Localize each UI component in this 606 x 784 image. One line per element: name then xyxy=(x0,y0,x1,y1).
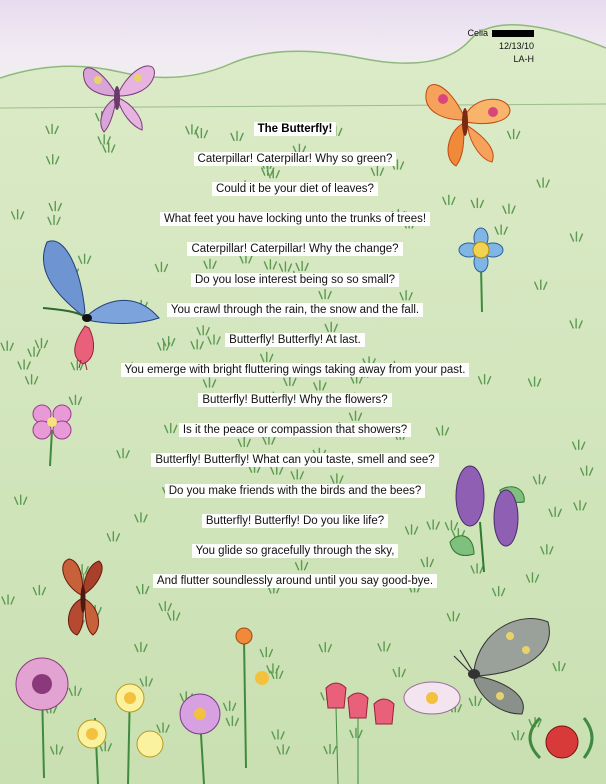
white-flower-icon xyxy=(404,682,460,714)
poem-line: You emerge with bright fluttering wings taking away from your past. xyxy=(95,363,495,393)
rose-icon xyxy=(530,718,592,758)
poem-line: And flutter soundlessly around until you say good-bye. xyxy=(95,574,495,604)
pink-flower-icon xyxy=(180,694,220,784)
garden-strip xyxy=(0,618,606,784)
class-code: LA-H xyxy=(513,54,534,64)
poem-line: Caterpillar! Caterpillar! Why so green? xyxy=(95,152,495,182)
poem-lines xyxy=(95,152,495,604)
poem-title: The Butterfly! xyxy=(95,122,495,152)
poem xyxy=(95,122,495,604)
poem-line: Butterfly! Butterfly! Why the flowers? xyxy=(95,393,495,423)
poem-line: You glide so gracefully through the sky, xyxy=(95,544,495,574)
student-header xyxy=(467,27,534,66)
poem-line: Butterfly! Butterfly! At last. xyxy=(95,333,495,363)
orange-lily-icon xyxy=(236,628,269,768)
poem-line: Do you lose interest being so so small? xyxy=(95,273,495,303)
poem-line: Is it the peace or compassion that showers? xyxy=(95,423,495,453)
poem-line: What feet you have locking unto the trunks of trees! xyxy=(95,212,495,242)
pink-polka-flower-icon xyxy=(28,400,78,470)
poem-line: You crawl through the rain, the snow and the fall. xyxy=(95,303,495,333)
redaction-bar xyxy=(492,30,534,37)
poem-line: Butterfly! Butterfly! What can you taste, smell and see? xyxy=(95,453,495,483)
poem-line: Do you make friends with the birds and the bees? xyxy=(95,484,495,514)
dahlia-icon xyxy=(16,658,68,778)
date-text: 12/13/10 xyxy=(498,41,534,51)
student-name: Celia xyxy=(467,28,488,38)
daffodil-icon xyxy=(78,684,163,784)
tulip-icon xyxy=(326,683,394,784)
poem-line: Could it be your diet of leaves? xyxy=(95,182,495,212)
poem-line: Butterfly! Butterfly! Do you like life? xyxy=(95,514,495,544)
poem-line: Caterpillar! Caterpillar! Why the change? xyxy=(95,242,495,272)
